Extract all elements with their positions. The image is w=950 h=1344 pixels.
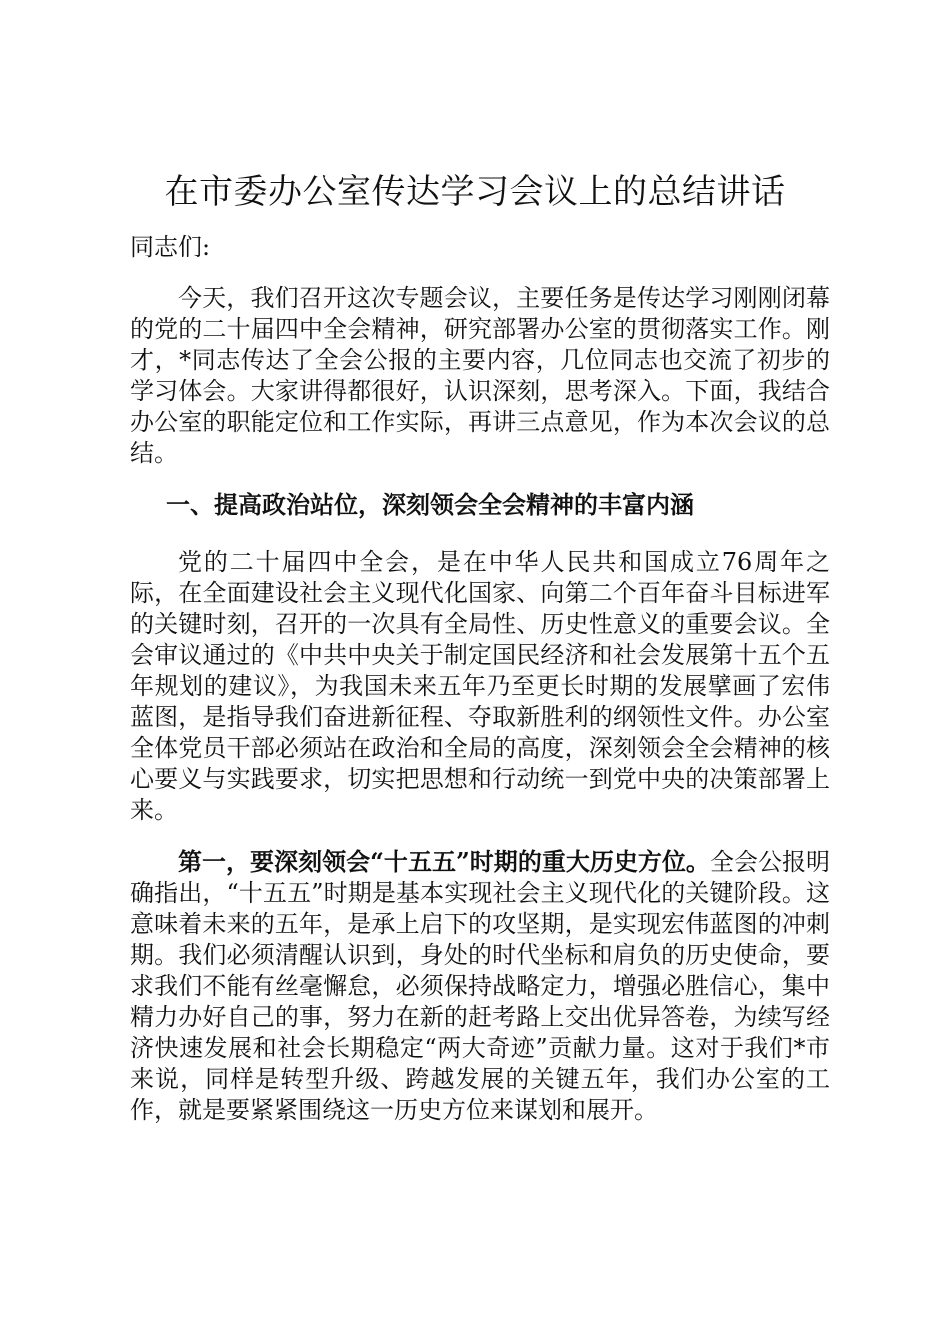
document-body [130, 232, 830, 1126]
point-1-text: 全会公报明确指出，“十五五”时期是基本实现社会主义现代化的关键阶段。这意味着未来的五年，是承上启下的攻坚期，是实现宏伟蓝图的冲刺期。我们必须清醒认识到，身处的时代坐标和肩负的历史使命，要求我们不能有丝毫懈怠，必须保持战略定力，增强必胜信心，集中精力办好自己的事，努力在新的赶考路上交出优异答卷，为续写经济快速发展和社会长期稳定“两大奇迹”贡献力量。这对于我们*市来说，同样是转型升级、跨越发展的关键五年，我们办公室的工作，就是要紧紧围绕这一历史方位来谋划和展开。 [130, 848, 831, 1124]
intro-paragraph: 今天，我们召开这次专题会议，主要任务是传达学习刚刚闭幕的党的二十届四中全会精神，研究部署办公室的贯彻落实工作。刚才，*同志传达了全会公报的主要内容，几位同志也交流了初步的学习体会。大家讲得都很好，认识深刻，思考深入。下面，我结合办公室的职能定位和工作实际，再讲三点意见，作为本次会议的总结。 [130, 284, 830, 467]
section-1-paragraph: 党的二十届四中全会，是在中华人民共和国成立76周年之际，在全面建设社会主义现代化国家、向第二个百年奋斗目标进军的关键时刻，召开的一次具有全局性、历史性意义的重要会议。全会审议通过的《中共中央关于制定国民经济和社会发展第十五个五年规划的建议》，为我国未来五年乃至更长时期的发展擘画了宏伟蓝图，是指导我们奋进新征程、夺取新胜利的纲领性文件。办公室全体党员干部必须站在政治和全局的高度，深刻领会全会精神的核心要义与实践要求，切实把思想和行动统一到党中央的决策部署上来。 [130, 548, 830, 824]
point-1-lead: 第一，要深刻领会“十五五”时期的重大历史方位。 [178, 847, 710, 876]
salutation: 同志们: [130, 233, 211, 261]
section-heading-1: 一、提高政治站位，深刻领会全会精神的丰富内涵 [166, 490, 694, 519]
point-1-paragraph [130, 846, 830, 1126]
document-title: 在市委办公室传达学习会议上的总结讲话 [164, 172, 786, 212]
